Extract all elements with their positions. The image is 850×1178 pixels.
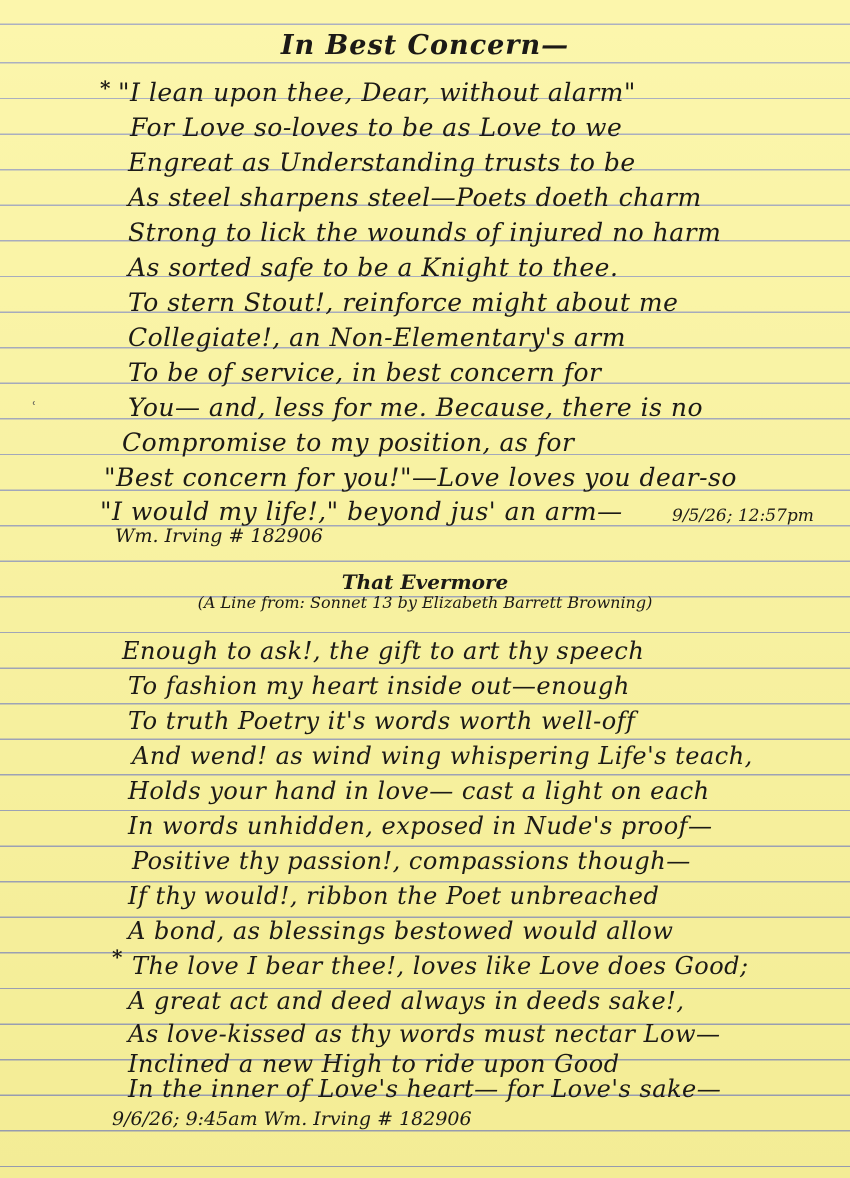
poem-line: As sorted safe to be a Knight to thee. xyxy=(128,253,619,282)
poem-date: 9/5/26; 12:57pm xyxy=(672,506,814,526)
stray-mark-icon: ʿ xyxy=(32,400,37,416)
poem-line: "Best concern for you!"—Love loves you dear-so xyxy=(104,463,737,492)
poem-line: Strong to lick the wounds of injured no harm xyxy=(128,218,722,247)
poem-line: A bond, as blessings bestowed would allow xyxy=(128,917,674,945)
poem-line: Collegiate!, an Non-Elementary's arm xyxy=(128,323,626,352)
poem-line: To stern Stout!, reinforce might about me xyxy=(128,288,679,317)
poem-line: Engreat as Understanding trusts to be xyxy=(128,148,636,177)
poem-line: For Love so-loves to be as Love to we xyxy=(130,113,623,142)
poem-line: Compromise to my position, as for xyxy=(122,428,575,457)
poem-line: Positive thy passion!, compassions though— xyxy=(132,847,691,875)
poem-line: In the inner of Love's heart— for Love's sake— xyxy=(128,1075,722,1103)
date-signature: 9/6/26; 9:45am Wm. Irving # 182906 xyxy=(112,1108,472,1130)
asterisk-marker: * xyxy=(100,76,111,100)
poem-line: Enough to ask!, the gift to art thy speech xyxy=(122,637,645,665)
poem-line: And wend! as wind wing whispering Life's teach, xyxy=(132,742,753,770)
poem-line: Holds your hand in love— cast a light on each xyxy=(128,777,710,805)
poem-line: To fashion my heart inside out—enough xyxy=(128,672,630,700)
poem-title: In Best Concern— xyxy=(280,30,570,61)
poem-line: You— and, less for me. Because, there is no xyxy=(128,393,704,422)
poem-line: A great act and deed always in deeds sake!, xyxy=(128,987,685,1015)
poem-title: That Evermore xyxy=(341,570,509,594)
poem-line: To truth Poetry it's words worth well-off xyxy=(128,707,636,735)
poem-line: "I would my life!," beyond jus' an arm— xyxy=(100,497,623,526)
poem-line: "I lean upon thee, Dear, without alarm" xyxy=(118,78,636,107)
asterisk-marker: * xyxy=(112,945,123,969)
poem-line: As love-kissed as thy words must nectar Low— xyxy=(128,1020,721,1048)
poem-line: As steel sharpens steel—Poets doeth charm xyxy=(128,183,702,212)
poem-line: Inclined a new High to ride upon Good xyxy=(128,1050,620,1078)
poem-line: The love I bear thee!, loves like Love does Good; xyxy=(132,952,749,980)
poem-line: To be of service, in best concern for xyxy=(128,358,602,387)
poem-line: In words unhidden, exposed in Nude's proof— xyxy=(128,812,713,840)
poem-citation: (A Line from: Sonnet 13 by Elizabeth Barrett Browning) xyxy=(197,593,653,612)
signature: Wm. Irving # 182906 xyxy=(115,525,323,547)
poem-line: If thy would!, ribbon the Poet unbreached xyxy=(128,882,660,910)
